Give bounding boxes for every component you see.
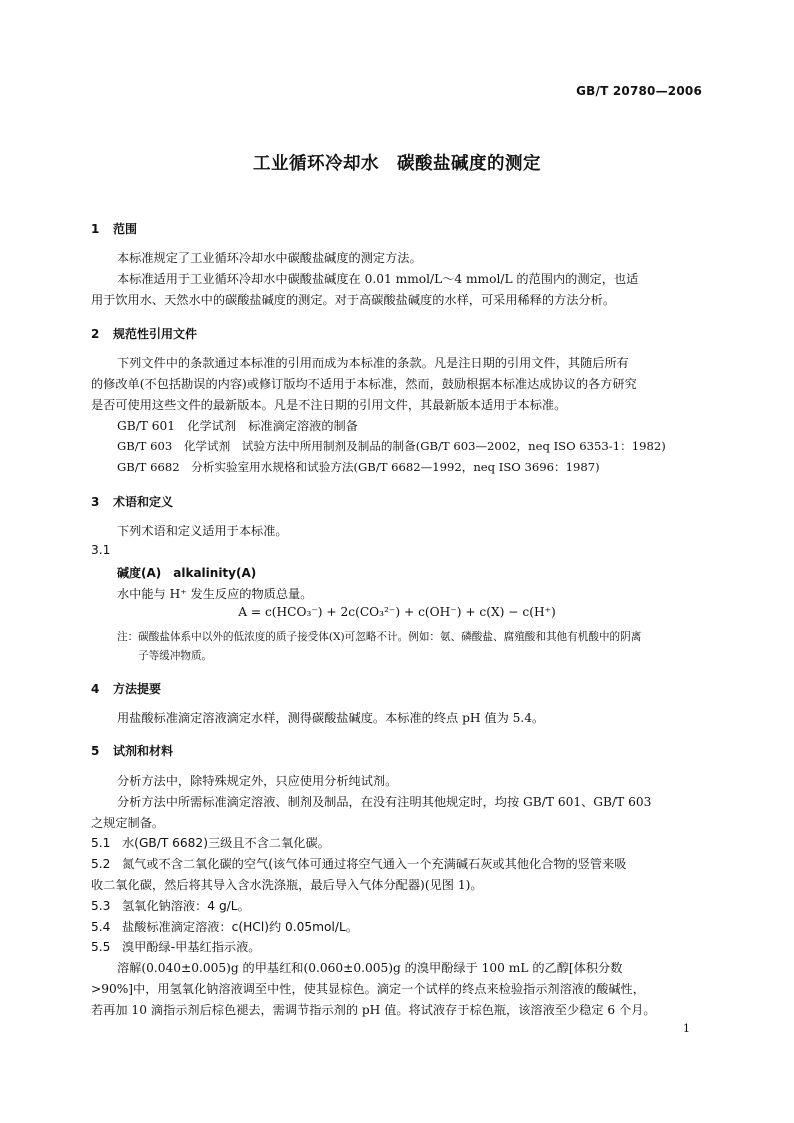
section-title: 术语和定义 [113,495,174,509]
note: 注：碳酸盐体系中以外的低浓度的质子接受体(X)可忽略不计。例如：氨、磷酸盐、腐殖酸和其他有机酸中的阴离 [117,631,642,643]
paragraph: 分析方法中所需标准滴定溶液、制剂及制品，在没有注明其他规定时，均按 GB/T 601、GB/T 603 [117,795,652,809]
section-2-heading [91,325,197,342]
section-number: 2 [91,327,100,341]
item-number: 5.2 [91,857,111,871]
item-5-3 [91,897,250,914]
paragraph-continued: 若再加 10 滴指示剂后棕色褪去，需调节指示剂的 pH 值。将试液存于棕色瓶，该溶液至少稳定 6 个月。 [91,1003,656,1017]
section-title: 范围 [113,222,138,236]
item-text: 水(GB/T 6682)三级且不含二氧化碳。 [122,836,330,850]
item-5-4 [91,918,358,935]
formula: A = c(HCO₃⁻) + 2c(CO₃²⁻) + c(OH⁻) + c(X) − c(H⁺) [238,605,556,619]
item-text: 溴甲酚绿-甲基红指示液。 [122,940,261,954]
item-5-5 [91,938,260,955]
paragraph-continued: 的修改单(不包括勘误的内容)或修订版均不适用于本标准，然而，鼓励根据本标准达成协议的各方研究 [91,377,637,391]
item-text-continued: 收二氧化碳，然后将其导入含水洗涤瓶，最后导入气体分配器)(见图 1)。 [91,878,483,892]
item-number: 5.3 [91,899,111,913]
section-3-heading [91,493,173,510]
paragraph: 溶解(0.040±0.005)g 的甲基红和(0.060±0.005)g 的溴甲酚绿于 100 mL 的乙醇[体积分数 [117,961,623,975]
page-number: 1 [683,1022,690,1035]
reference-item: GB/T 6682 分析实验室用水规格和试验方法(GB/T 6682—1992，neq ISO 3696：1987) [117,460,600,474]
paragraph-continued: 之规定制备。 [91,816,165,830]
paragraph: 下列文件中的条款通过本标准的引用而成为本标准的条款。凡是注日期的引用文件，其随后所有 [117,356,629,370]
section-title: 试剂和材料 [113,744,174,758]
paragraph-continued: >90%]中，用氢氧化钠溶液调至中性，使其显棕色。滴定一个试样的终点来检验指示剂溶液的酸碱性， [91,982,645,996]
paragraph: 分析方法中，除特殊规定外，只应使用分析纯试剂。 [117,774,398,788]
item-text: 氮气或不含二氧化碳的空气(该气体可通过将空气通入一个充满碱石灰或其他化合物的竖管来吸 [122,857,627,871]
term-definition: 水中能与 H⁺ 发生反应的物质总量。 [117,587,313,601]
section-number: 4 [91,682,100,696]
page-title: 工业循环冷却水 碳酸盐碱度的测定 [253,154,541,174]
reference-item: GB/T 603 化学试剂 试验方法中所用制剂及制品的制备(GB/T 603—2002，neq ISO 6353-1：1982) [117,439,666,453]
item-5-1 [91,834,330,851]
paragraph: 本标准规定了工业循环冷却水中碳酸盐碱度的测定方法。 [117,251,422,265]
item-number: 5.1 [91,836,111,850]
item-5-2 [91,855,626,872]
section-4-heading [91,680,161,697]
paragraph: 用盐酸标准滴定溶液滴定水样，测得碳酸盐碱度。本标准的终点 pH 值为 5.4。 [117,711,545,725]
section-5-heading [91,742,173,759]
section-1-heading [91,220,137,237]
item-number: 5.4 [91,920,111,934]
reference-item: GB/T 601 化学试剂 标准滴定溶液的制备 [117,419,358,433]
paragraph-continued: 用于饮用水、天然水中的碳酸盐碱度的测定。对于高碳酸盐碱度的水样，可采用稀释的方法分析。 [91,293,616,307]
section-number: 3 [91,495,100,509]
paragraph-continued: 是否可使用这些文件的最新版本。凡是不注日期的引用文件，其最新版本适用于本标准。 [91,398,567,412]
paragraph: 本标准适用于工业循环冷却水中碳酸盐碱度在 0.01 mmol/L～4 mmol/L 的范围内的测定，也适 [117,272,639,286]
paragraph: 下列术语和定义适用于本标准。 [117,524,288,538]
item-text: 氢氧化钠溶液：4 g/L。 [122,899,250,913]
section-number: 1 [91,222,100,236]
section-title: 规范性引用文件 [113,327,198,341]
standard-number: GB/T 20780—2006 [576,84,702,98]
subsection-number: 3.1 [91,543,111,557]
item-number: 5.5 [91,940,111,954]
term-heading: 碱度(A) alkalinity(A) [117,566,257,580]
note-continued: 子等缓冲物质。 [138,650,213,662]
section-title: 方法提要 [113,682,162,696]
section-number: 5 [91,744,100,758]
item-text: 盐酸标准滴定溶液：c(HCl)约 0.05mol/L。 [122,920,358,934]
